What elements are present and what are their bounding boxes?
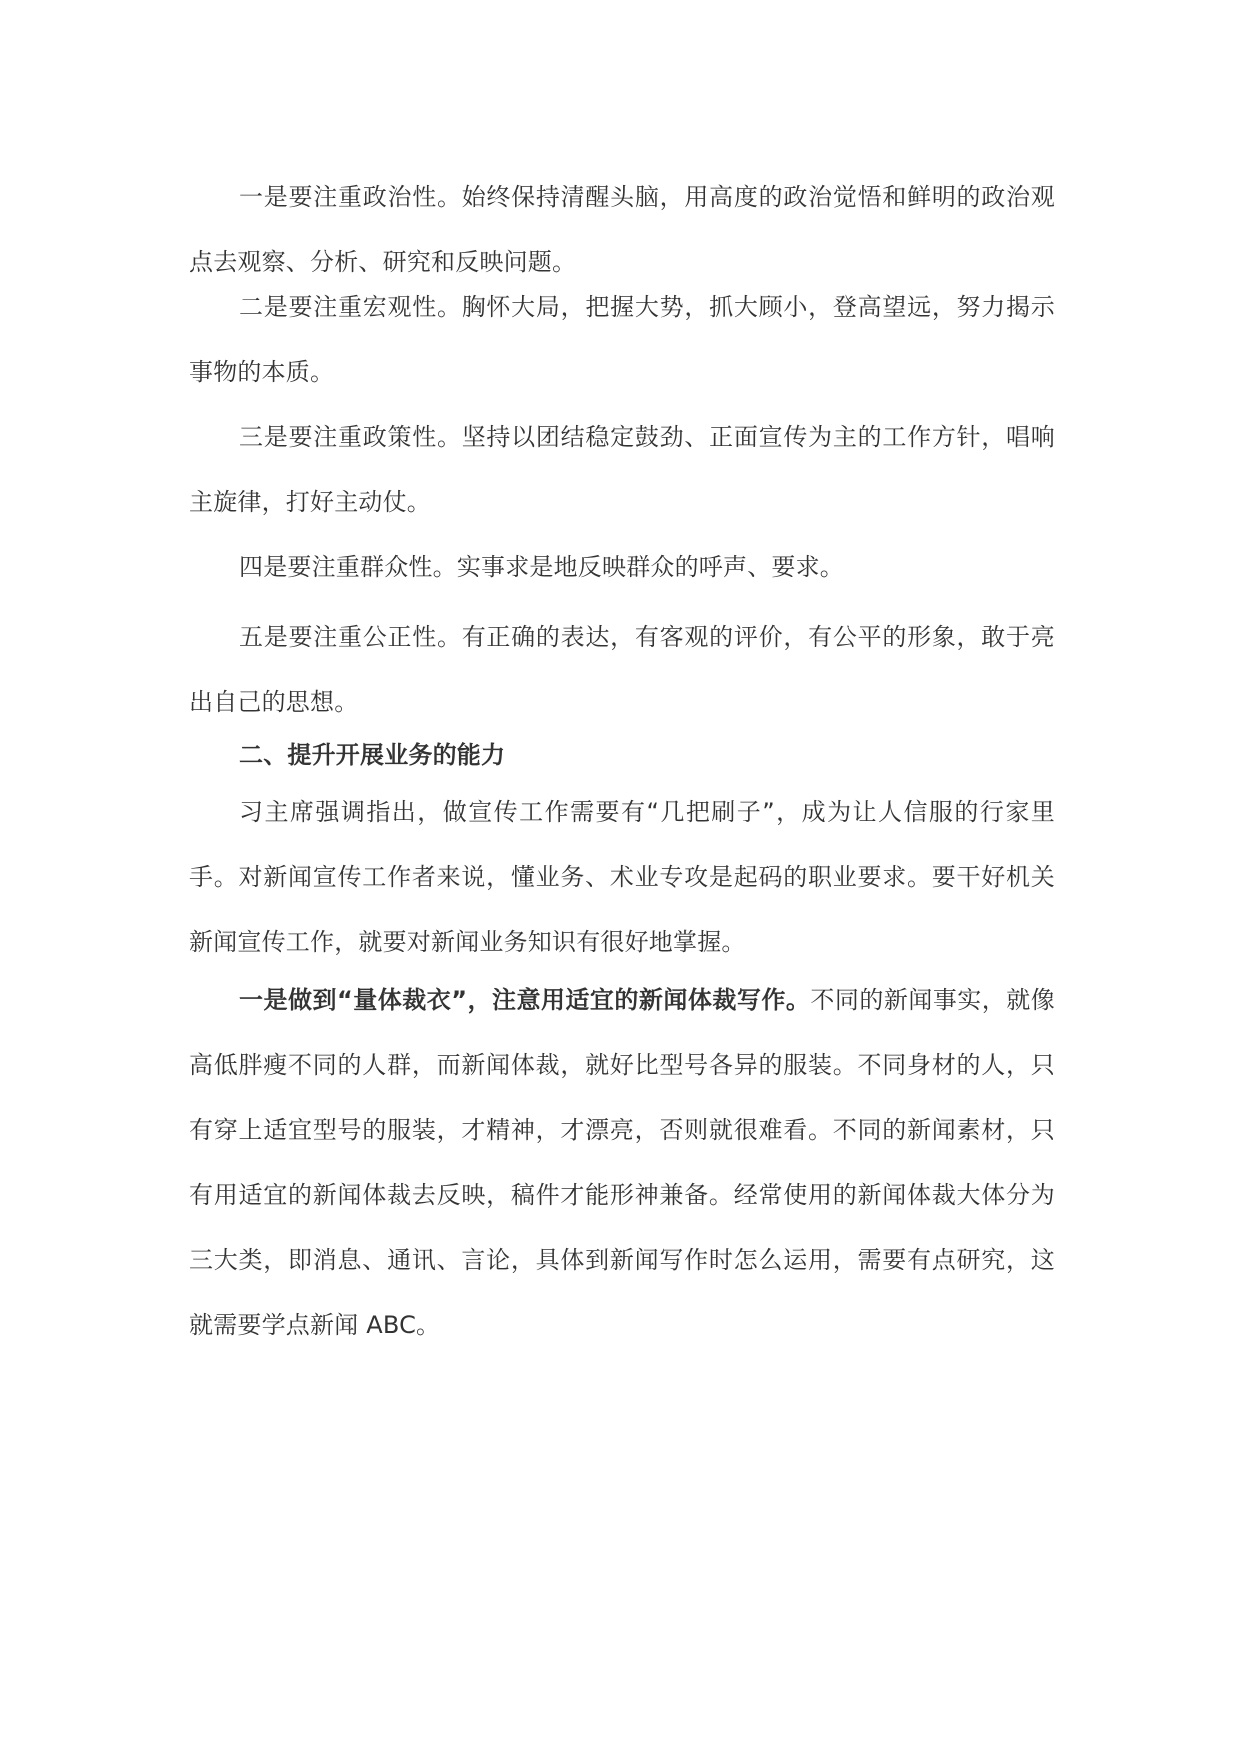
paragraph-macro: 二是要注重宏观性。胸怀大局，把握大势，抓大顾小，登高望远，努力揭示事物的本质。 xyxy=(189,293,1055,386)
section-intro-paragraph: 习主席强调指出，做宣传工作需要有“几把刷子”，成为让人信服的行家里手。对新闻宣传工作者来说，懂业务、术业专攻是起码的职业要求。要干好机关新闻宣传工作，就要对新闻业务知识有很好地掌握。 xyxy=(189,798,1055,956)
paragraph-fairness: 五是要注重公正性。有正确的表达，有客观的评价，有公平的形象，敢于亮出自己的思想。 xyxy=(189,623,1055,716)
paragraph-policy: 三是要注重政策性。坚持以团结稳定鼓劲、正面宣传为主的工作方针，唱响主旋律，打好主动仗。 xyxy=(189,423,1055,516)
point-one-body: 不同的新闻事实，就像高低胖瘦不同的人群，而新闻体裁，就好比型号各异的服装。不同身材的人，只有穿上适宜型号的服装，才精神，才漂亮，否则就很难看。不同的新闻素材，只有用适宜的新闻体裁去反映，稿件才能形神兼备。经常使用的新闻体裁大体分为三大类，即消息、通讯、言论，具体到新闻写作时怎么运用，需要有点研究，这就需要学点新闻 ABC。 xyxy=(189,986,1055,1339)
section-heading: 二、提升开展业务的能力 xyxy=(239,741,506,769)
paragraph-political: 一是要注重政治性。始终保持清醒头脑，用高度的政治觉悟和鲜明的政治观点去观察、分析、研究和反映问题。 xyxy=(189,183,1055,276)
point-one-paragraph xyxy=(189,968,1055,1358)
point-one-lead: 一是做到“量体裁衣”，注意用适宜的新闻体裁写作。 xyxy=(239,986,811,1014)
paragraph-mass: 四是要注重群众性。实事求是地反映群众的呼声、要求。 xyxy=(239,553,844,581)
